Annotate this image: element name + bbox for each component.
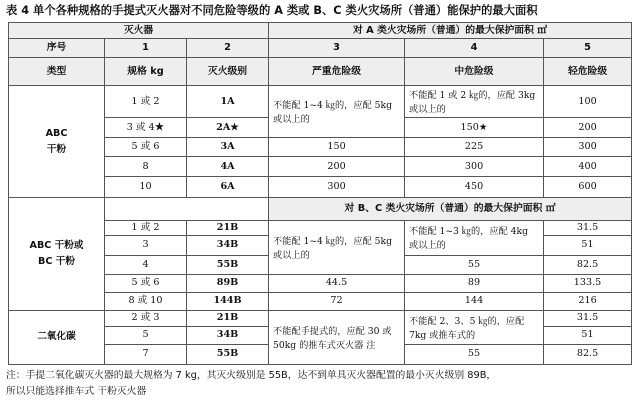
blank-cell — [105, 198, 269, 220]
light-cell: 31.5 — [544, 220, 632, 235]
group-bc-powder: ABC 干粉或 BC 干粉 — [9, 198, 105, 310]
light-cell: 133.5 — [544, 274, 632, 292]
extinguisher-protection-table — [8, 22, 632, 365]
medium-cell: 55 — [405, 344, 544, 364]
light-cell: 82.5 — [544, 255, 632, 274]
rating-cell: 89B — [187, 274, 269, 292]
note-abc-severe: 不能配 1~4 ㎏的，应配 5kg 或以上的 — [269, 86, 405, 138]
header-seq-3: 3 — [269, 39, 405, 58]
light-cell: 51 — [544, 326, 632, 344]
header-extinguisher: 灭火器 — [9, 23, 269, 39]
header-medium: 中危险级 — [405, 58, 544, 86]
header-seq-4: 4 — [405, 39, 544, 58]
spec-cell: 2 或 3 — [105, 310, 187, 326]
note-bc-medium: 不能配 1~3 ㎏的，应配 4kg 或以上的 — [405, 220, 544, 255]
spec-cell: 10 — [105, 177, 187, 198]
header-severe: 严重危险级 — [269, 58, 405, 86]
spec-cell: 5 或 6 — [105, 274, 187, 292]
rating-cell: 21B — [187, 220, 269, 235]
header-spec: 规格 kg — [105, 58, 187, 86]
rating-cell: 6A — [187, 177, 269, 198]
rating-cell: 34B — [187, 235, 269, 255]
rating-cell: 34B — [187, 326, 269, 344]
header-type: 类型 — [9, 58, 105, 86]
header-seq-1: 1 — [105, 39, 187, 58]
table-title: 表 4 单个各种规格的手提式灭火器对不同危险等级的 A 类或 B、C 类火灾场所（普通）能保护的最大面积 — [6, 4, 538, 17]
rating-cell: 2A★ — [187, 118, 269, 138]
rating-cell: 21B — [187, 310, 269, 326]
group-abc-powder: ABC 干粉 — [9, 86, 105, 198]
spec-cell: 7 — [105, 344, 187, 364]
severe-cell: 44.5 — [269, 274, 405, 292]
footnote-line-1: 注：手提二氧化碳灭火器的最大规格为 7 kg，其灭火级别是 55B，达不到单具灭火器配置的最小灭火级别 89B， — [6, 370, 497, 381]
spec-cell: 3 — [105, 235, 187, 255]
spec-cell: 5 — [105, 326, 187, 344]
light-cell: 100 — [544, 86, 632, 118]
header-seq-label: 序号 — [9, 39, 105, 58]
rating-cell: 4A — [187, 157, 269, 177]
note-co2-medium: 不能配 2、3、5 ㎏的，应配 7kg 或推车式的 — [405, 310, 544, 344]
header-section-a: 对 A 类火灾场所（普通）的最大保护面积 ㎡ — [269, 23, 632, 39]
spec-cell: 5 或 6 — [105, 138, 187, 157]
header-section-bc: 对 B、C 类火灾场所（普通）的最大保护面积 ㎡ — [269, 198, 632, 220]
spec-cell: 1 或 2 — [105, 220, 187, 235]
note-bc-severe: 不能配 1~4 ㎏的，应配 5kg 或以上的 — [269, 220, 405, 274]
light-cell: 51 — [544, 235, 632, 255]
light-cell: 216 — [544, 292, 632, 310]
header-light: 轻危险级 — [544, 58, 632, 86]
spec-cell: 4 — [105, 255, 187, 274]
severe-cell: 200 — [269, 157, 405, 177]
note-abc-medium: 不能配 1 或 2 ㎏的，应配 3kg 或以上的 — [405, 86, 544, 118]
rating-cell: 55B — [187, 344, 269, 364]
rating-cell: 55B — [187, 255, 269, 274]
medium-cell: 89 — [405, 274, 544, 292]
medium-cell: 144 — [405, 292, 544, 310]
group-co2: 二氧化碳 — [9, 310, 105, 364]
header-seq-5: 5 — [544, 39, 632, 58]
severe-cell: 300 — [269, 177, 405, 198]
spec-cell: 8 或 10 — [105, 292, 187, 310]
severe-cell: 150 — [269, 138, 405, 157]
medium-cell: 450 — [405, 177, 544, 198]
spec-cell: 1 或 2 — [105, 86, 187, 118]
light-cell: 600 — [544, 177, 632, 198]
light-cell: 300 — [544, 138, 632, 157]
medium-cell: 55 — [405, 255, 544, 274]
note-co2-severe: 不能配手提式的，应配 30 或 50kg 的推车式灭火器 注 — [269, 310, 405, 364]
header-seq-2: 2 — [187, 39, 269, 58]
light-cell: 400 — [544, 157, 632, 177]
medium-cell: 150★ — [405, 118, 544, 138]
rating-cell: 3A — [187, 138, 269, 157]
rating-cell: 1A — [187, 86, 269, 118]
medium-cell: 300 — [405, 157, 544, 177]
rating-cell: 144B — [187, 292, 269, 310]
spec-cell: 3 或 4★ — [105, 118, 187, 138]
spec-cell: 8 — [105, 157, 187, 177]
light-cell: 82.5 — [544, 344, 632, 364]
medium-cell: 225 — [405, 138, 544, 157]
light-cell: 31.5 — [544, 310, 632, 326]
footnote — [6, 368, 636, 400]
header-rating: 灭火级别 — [187, 58, 269, 86]
severe-cell: 72 — [269, 292, 405, 310]
light-cell: 200 — [544, 118, 632, 138]
footnote-line-2: 所以只能选择推车式 干粉灭火器 — [6, 386, 147, 397]
